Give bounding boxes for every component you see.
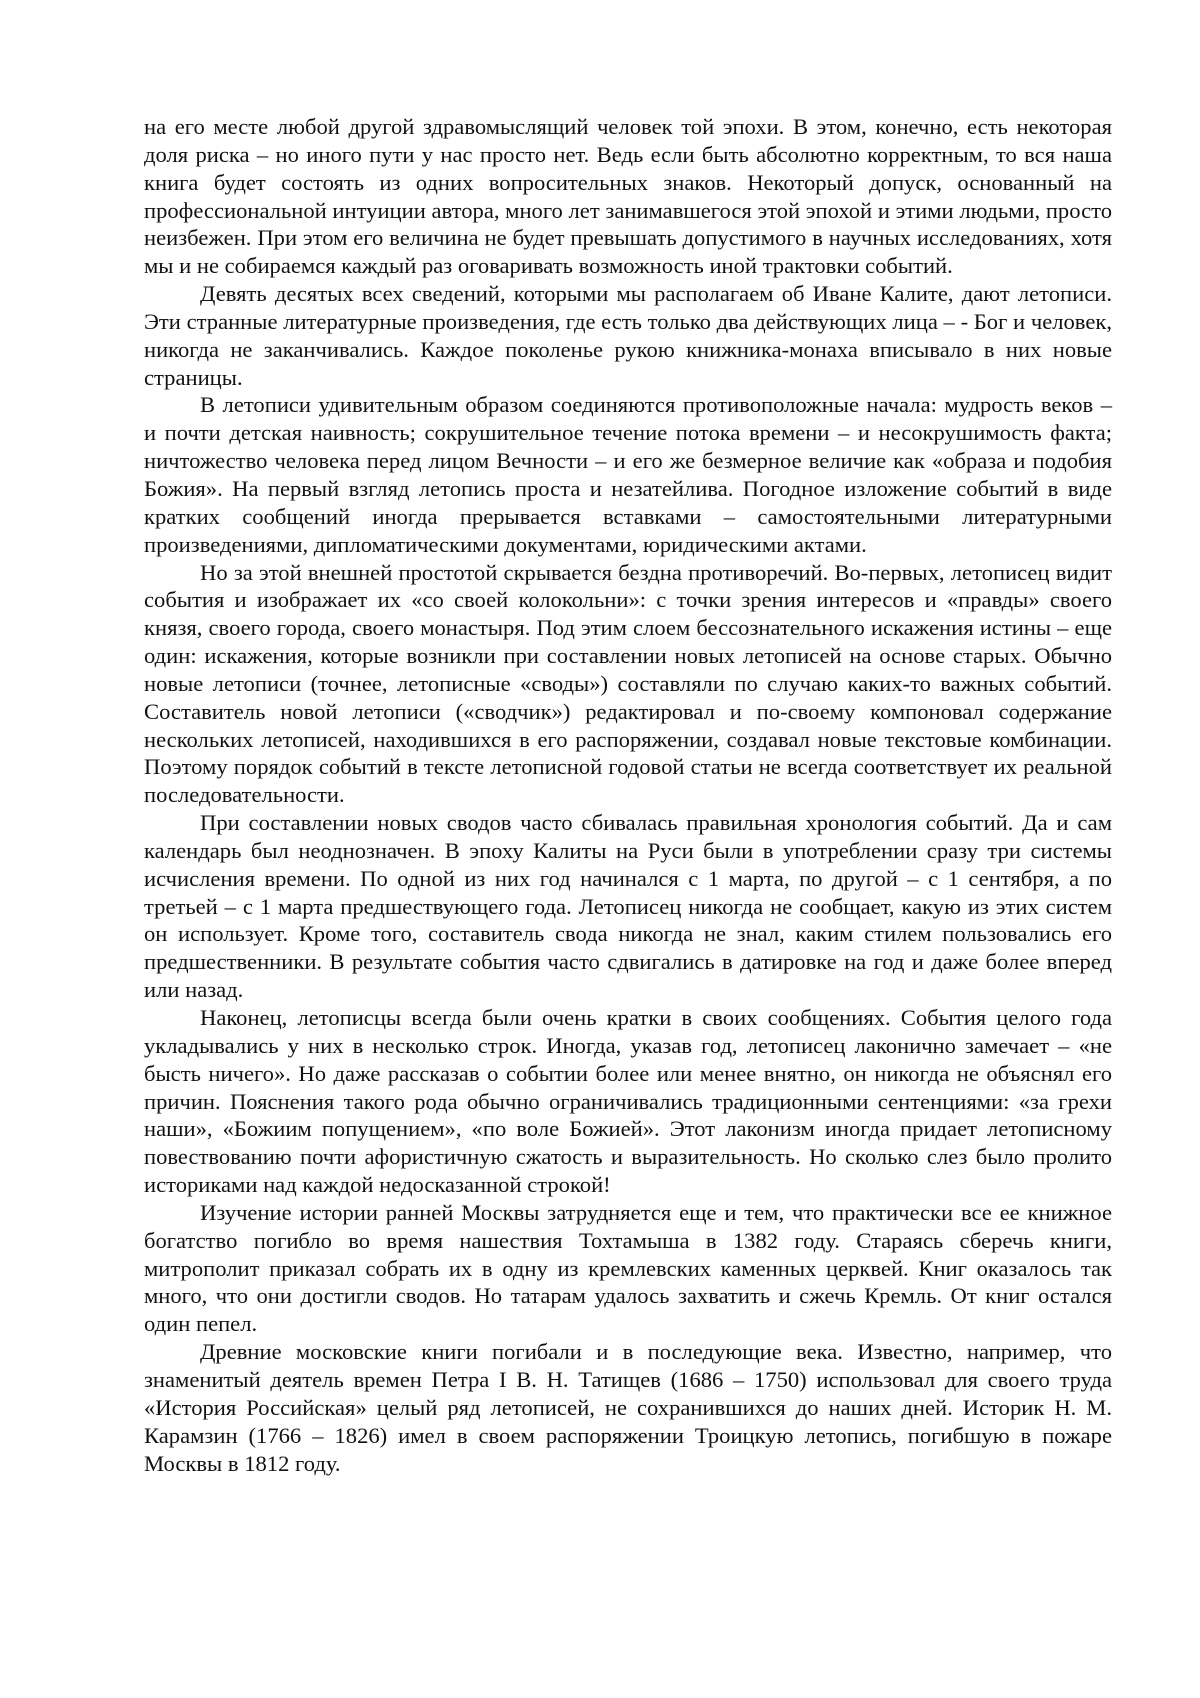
paragraph: В летописи удивительным образом соединяются противоположные начала: мудрость веков – и почти детская наивность; сокрушительное течение потока времени – и несокрушимость факта; ничтожество человека перед лицом Вечности – и его же безмерное величие как «образа и подобия Божия». На первый взгляд летопись проста и незатейлива. Погодное изложение событий в виде кратких сообщений иногда прерывается вставками – самостоятельными литературными произведениями, дипломатическими документами, юридическими актами.	[144, 392, 1112, 557]
body-text	[144, 113, 1112, 1477]
paragraph: Древние московские книги погибали и в последующие века. Известно, например, что знаменитый деятель времен Петра I В. Н. Татищев (1686 – 1750) использовал для своего труда «История Российская» целый ряд летописей, не сохранившихся до наших дней. Историк Н. М. Карамзин (1766 – 1826) имел в своем распоряжении Троицкую летопись, погибшую в пожаре Москвы в 1812 году.	[144, 1339, 1112, 1476]
paragraph: Изучение истории ранней Москвы затрудняется еще и тем, что практически все ее книжное богатство погибло во время нашествия Тохтамыша в 1382 году. Стараясь сберечь книги, митрополит приказал собрать их в одну из кремлевских каменных церквей. Книг оказалось так много, что они достигли сводов. Но татарам удалось захватить и сжечь Кремль. От книг остался один пепел.	[144, 1199, 1112, 1337]
paragraph: Наконец, летописцы всегда были очень кратки в своих сообщениях. События целого года укладывались у них в несколько строк. Иногда, указав год, летописец лаконично замечает – «не бысть ничего». Но даже рассказав о событии более или менее внятно, он никогда не объяснял его причин. Пояснения такого рода обычно ограничивались традиционными сентенциями: «за грехи наши», «Божиим попущением», «по воле Божией». Этот лаконизм иногда придает летописному повествованию почти афористичную сжатость и выразительность. Но сколько слез было пролито историками над каждой недосказанной строкой!	[144, 1005, 1112, 1198]
paragraph: Девять десятых всех сведений, которыми мы располагаем об Иване Калите, дают летописи. Эти странные литературные произведения, где есть только два действующих лица – - Бог и человек, никогда не заканчивались. Каждое поколенье рукою книжника-монаха вписывало в них новые страницы.	[144, 281, 1112, 390]
paragraph: При составлении новых сводов часто сбивалась правильная хронология событий. Да и сам календарь был неоднозначен. В эпоху Калиты на Руси были в употреблении сразу три системы исчисления времени. По одной из них год начинался с 1 марта, по другой – с 1 сентября, а по третьей – с 1 марта предшествующего года. Летописец никогда не сообщает, какую из этих систем он использует. Кроме того, составитель свода никогда не знал, каким стилем пользовались его предшественники. В результате события часто сдвигались в датировке на год и даже более вперед или назад.	[144, 810, 1112, 1003]
paragraph: Но за этой внешней простотой скрывается бездна противоречий. Во-первых, летописец видит события и изображает их «со своей колокольни»: с точки зрения интересов и «правды» своего князя, своего города, своего монастыря. Под этим слоем бессознательного искажения истины – еще один: искажения, которые возникли при составлении новых летописей на основе старых. Обычно новые летописи (точнее, летописные «своды») составляли по случаю каких-то важных событий. Составитель новой летописи («сводчик») редактировал и по-своему компоновал содержание нескольких летописей, находившихся в его распоряжении, создавал новые текстовые комбинации. Поэтому порядок событий в тексте летописной годовой статьи не всегда соответствует их реальной последовательности.	[144, 559, 1112, 808]
paragraph-continuation: на его месте любой другой здравомыслящий человек той эпохи. В этом, конечно, есть некоторая доля риска – но иного пути у нас просто нет. Ведь если быть абсолютно корректным, то вся наша книга будет состоять из одних вопросительных знаков. Некоторый допуск, основанный на профессиональной интуиции автора, много лет занимавшегося этой эпохой и этими людьми, просто неизбежен. При этом его величина не будет превышать допустимого в научных исследованиях, хотя мы и не собираемся каждый раз оговаривать возможность иной трактовки событий.	[144, 114, 1112, 279]
